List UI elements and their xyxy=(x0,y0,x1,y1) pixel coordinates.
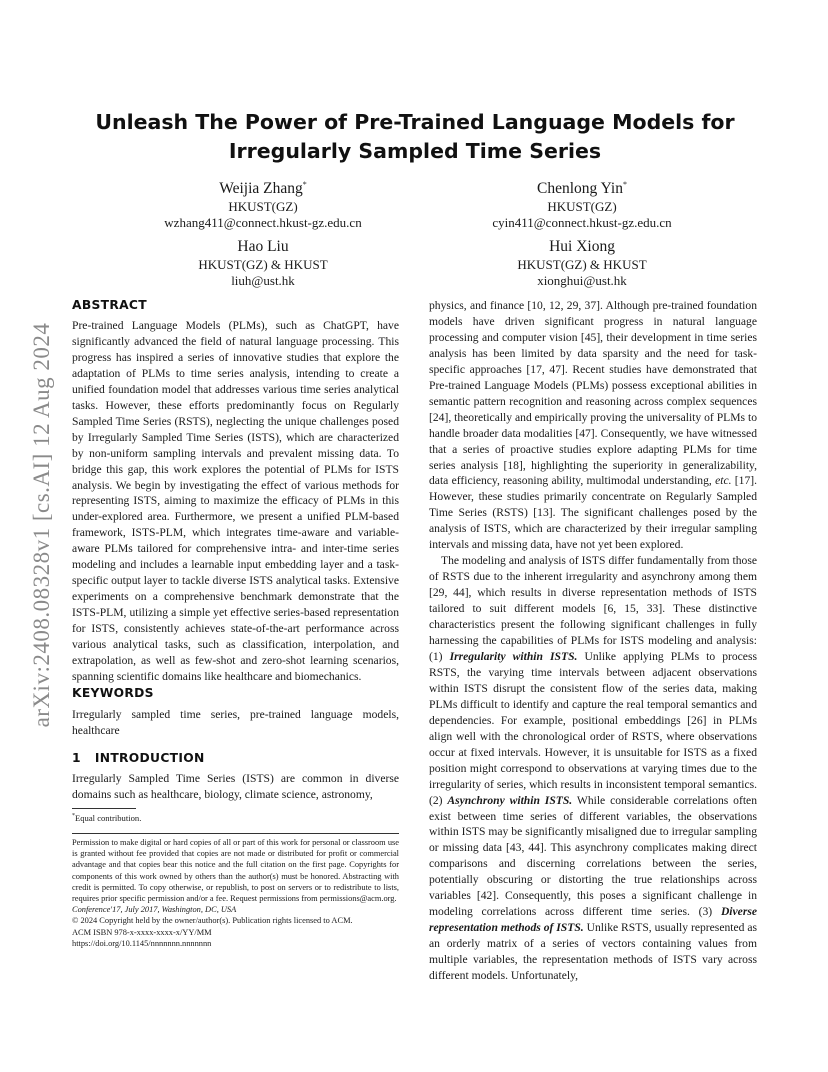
author-block xyxy=(442,175,722,231)
doi-link[interactable]: https://doi.org/10.1145/nnnnnnn.nnnnnnn xyxy=(72,938,212,948)
copyright-line: © 2024 Copyright held by the owner/author(s). Publication rights licensed to ACM. xyxy=(72,916,353,926)
author-affiliation: HKUST(GZ) xyxy=(547,199,617,215)
title-line-1: Unleash The Power of Pre-Trained Language Models for xyxy=(95,110,735,134)
arxiv-identifier: arXiv:2408.08328v1 [cs.AI] 12 Aug 2024 xyxy=(29,322,54,728)
author-email: wzhang411@connect.hkust-gz.edu.cn xyxy=(164,215,362,231)
conference-info: Conference'17, July 2017, Washington, DC, USA xyxy=(72,905,237,915)
author-email: xionghui@ust.hk xyxy=(537,273,627,288)
author-name: Hao Liu xyxy=(237,238,289,255)
introduction-paragraph-2: The modeling and analysis of ISTS differ fundamentally from those of RSTS due to the inherent irregularity and asynchrony among them [29, 44], which results in diverse representation methods of ISTS tailored to suit different models [6, 15, 33]. These distinctive characteristics present the following significant challenges in fully harnessing the capabilities of PLMs for ISTS modeling and analysis: (1) Irregularity within ISTS. Unlike applying PLMs to process RSTS, the varying time intervals between adjacent observations within ISTS disrupt the consistent flow of the series data, making PLMs difficult to identify and capture the real temporal semantics and dependencies. For example, positional embeddings [26] in PLMs align well with the chronological order of RSTS, where observations occur at fixed intervals. However, it is unsuitable for ISTS as a fixed position might correspond to observations at varying times due to the irregularity of series, which results in inconsistent temporal semantics. (2) Asynchrony within ISTS. While considerable correlations often exist between time series of different variables, the observations within ISTS may be significantly misaligned due to irregular sampling or missing data [43, 44]. This asynchrony complicates making direct comparisons and discerning correlations between the series, potentially obscuring or distorting the true relationships across variables [42]. Consequently, this poses a significant challenge in modeling correlations across different time series. (3) Diverse representation methods of ISTS. Unlike RSTS, usually represented as an orderly matrix of a series of vectors containing values from multiple variables, the representation methods of ISTS vary across different models. Unfortunately, xyxy=(429,554,758,983)
abstract-text: Pre-trained Language Models (PLMs), such as ChatGPT, have significantly advanced the field of natural language processing. This progress has inspired a series of innovative studies that explore the adaptation of PLMs to time series analysis, intending to create a unified foundation model that addresses various time series analytical tasks. However, these efforts predominantly focus on Regularly Sampled Time Series (RSTS), neglecting the unique challenges posed by Irregularly Sampled Time Series (ISTS), which are characterized by non-uniform sampling intervals and prevalent missing data. To bridge this gap, this work explores the potential of PLMs for ISTS analysis. We begin by investigating the effect of various methods for representing ISTS, aiming to maximize the efficacy of PLMs in this under-explored area. Furthermore, we present a unified PLM-based framework, ISTS-PLM, which integrates time-aware and variable-aware PLMs tailored for comprehensive intra- and inter-time series modeling and includes a learnable input embedding layer and a task-specific output layer to tackle diverse ISTS analytical tasks. Extensive experiments on a comprehensive benchmark demonstrate that the ISTS-PLM, utilizing a simple yet effective series-based representation for ISTS, consistently achieves state-of-the-art performance across various analytical tasks, such as classification, interpolation, and extrapolation, as well as few-shot and zero-shot learning scenarios, spanning scientific domains like healthcare and biomechanics. xyxy=(72,319,399,683)
author-block xyxy=(442,237,722,289)
section-number: 1 xyxy=(72,751,81,765)
author-name: Hui Xiong xyxy=(549,238,615,255)
introduction-paragraph-1: physics, and finance [10, 12, 29, 37]. Although pre-trained foundation models have driven significant progress in natural language processing and computer vision [45], their development in time series analysis has been limited by data sparsity and the need for task-specific approaches [17, 47]. Recent studies have demonstrated that Pre-trained Language Models (PLMs) possess exceptional abilities in semantic pattern recognition and reasoning across complex sequences [24], theoretically and empirically proving the universality of PLMs to handle broader data modalities [47]. Consequently, we have witnessed that a series of proactive studies explore adapting PLMs for time series analysis [18], highlighting the superiority in generalizability, data efficiency, reasoning ability, multimodal understanding, etc. [17]. However, these studies primarily concentrate on Regularly Sampled Time Series (RSTS) [13]. The significant challenges posed by the analysis of ISTS, which are characterized by their irregular sampling intervals and missing data, have not yet been explored. xyxy=(429,299,757,552)
introduction-left-body xyxy=(72,771,399,803)
permission-block xyxy=(72,837,399,949)
author-name: Weijia Zhang xyxy=(219,180,303,198)
etc-text: etc. xyxy=(715,474,732,488)
author-block xyxy=(123,175,403,231)
author-block xyxy=(123,237,403,289)
author-email: liuh@ust.hk xyxy=(231,273,295,288)
author-email: cyin411@connect.hkust-gz.edu.cn xyxy=(492,215,672,231)
introduction-heading xyxy=(72,751,205,765)
author-mark: * xyxy=(622,180,627,189)
author-affiliation: HKUST(GZ) & HKUST xyxy=(198,257,328,272)
abstract-body xyxy=(72,318,399,685)
challenge-2-label: Asynchrony within ISTS. xyxy=(447,793,573,807)
footnote-mark: * xyxy=(72,813,75,820)
section-title: INTRODUCTION xyxy=(94,751,205,765)
author-mark: * xyxy=(302,180,307,189)
introduction-text: Irregularly Sampled Time Series (ISTS) are common in diverse domains such as healthcare, biology, climate science, astronomy, xyxy=(72,772,399,801)
abstract-heading: ABSTRACT xyxy=(72,298,147,312)
author-name: Chenlong Yin xyxy=(537,180,623,198)
author-affiliation: HKUST(GZ) xyxy=(228,199,298,215)
footnote xyxy=(72,813,141,823)
arxiv-sidebar xyxy=(20,290,64,760)
challenge-1-label: Irregularity within ISTS. xyxy=(449,649,578,663)
title-line-2: Irregularly Sampled Time Series xyxy=(228,139,602,163)
footnote-divider xyxy=(72,808,136,809)
permission-text: Permission to make digital or hard copies of all or part of this work for personal or classroom use is granted without fee provided that copies are not made or distributed for profit or commercial advantage and that copies bear this notice and the full citation on the first page. Copyrights for components of this work owned by others than the author(s) must be honored. Abstracting with credit is permitted. To copy otherwise, or republish, to post on servers or to redistribute to lists, requires prior specific permission and/or a fee. Request permissions from permissions@acm.org. xyxy=(72,838,399,904)
footnote-text: Equal contribution. xyxy=(75,813,142,823)
permission-divider xyxy=(72,833,399,834)
keywords-body xyxy=(72,707,399,739)
challenge-3-label: Diverse representation methods of ISTS. xyxy=(429,905,757,935)
introduction-right-body xyxy=(429,298,757,984)
keywords-heading: KEYWORDS xyxy=(72,686,154,700)
isbn-line: ACM ISBN 978-x-xxxx-xxxx-x/YY/MM xyxy=(72,927,212,937)
author-affiliation: HKUST(GZ) & HKUST xyxy=(517,257,647,272)
paper-title xyxy=(60,108,770,166)
keywords-text: Irregularly sampled time series, pre-trained language models, healthcare xyxy=(72,708,399,737)
